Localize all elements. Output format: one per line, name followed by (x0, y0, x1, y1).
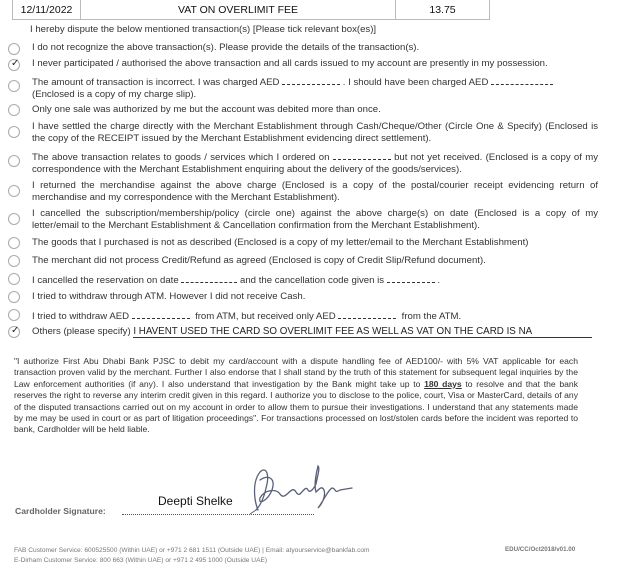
option-radio[interactable] (8, 80, 20, 92)
cancellation-code-field[interactable] (387, 273, 435, 283)
option-text (32, 150, 598, 175)
handwritten-signature (246, 460, 356, 518)
transaction-date: 12/11/2022 (13, 0, 81, 19)
withdraw-amount-field[interactable] (132, 309, 190, 319)
option-text: The merchant did not process Credit/Refund as agreed (Enclosed is copy of Credit Slip/Refund document). (32, 255, 486, 266)
option-text: Only one sale was authorized by me but the account was debited more than once. (32, 104, 381, 115)
option-text: I never participated / authorised the above transaction and all cards issued to my account are presently in my possession. (32, 58, 548, 69)
option-text: I do not recognize the above transaction(s). Please provide the details of the transaction(s). (32, 42, 420, 53)
option-radio[interactable] (8, 309, 20, 321)
legal-days: 180 days (424, 378, 462, 389)
option-text-part: from the ATM. (401, 311, 462, 322)
option-text: The goods that I purchased is not as described (Enclosed is a copy of my letter/email to the Merchant Establishment) (32, 237, 529, 248)
option-text (32, 273, 598, 287)
option-radio[interactable] (8, 291, 20, 303)
option-text (32, 75, 598, 100)
option-text (32, 309, 598, 323)
option-text: I cancelled the subscription/membership/policy (circle one) against the above charge(s) on date (Enclosed is a copy of my letter/email to the Merchant Establishment & Cancellation confirmation from the Merchant Establishment). (32, 208, 598, 231)
received-amount-field[interactable] (338, 309, 396, 319)
footer-contact (14, 546, 370, 565)
option-radio[interactable] (8, 155, 20, 167)
check-icon: ✓ (11, 58, 20, 69)
cardholder-name: Deepti Shelke (158, 494, 233, 508)
option-text-part: . I should have been charged AED (342, 77, 489, 88)
option-text-part: but not yet received. (Enclosed is a copy of my correspondence with the Merchant Establishment enquiring about the delivery of the goods/services). (32, 152, 599, 175)
check-icon: ✓ (11, 325, 20, 336)
legal-text-part1: "I authorize First Abu Dhabi Bank PJSC to debit my card/account with a dispute handling fee of AED100/- with 5% VAT applicable for each transaction proven valid by the merchant. Further I also endorse that I shall stand by the truth of this statement for subsequent legal inquiries by the Law enforcement authorities (if any). I also understand that investigation by the Bank might take up to (14, 356, 578, 389)
option-text-part: The above transaction relates to goods / services which I ordered on (32, 152, 330, 163)
option-text-part: (Enclosed is a copy of my charge slip). (32, 88, 197, 100)
should-charge-amount-field[interactable] (491, 75, 553, 85)
option-text-part: and the cancellation code given is (240, 275, 385, 286)
option-radio[interactable] (8, 43, 20, 55)
others-label: Others (please specify) (32, 326, 131, 337)
option-text (32, 326, 598, 338)
dispute-intro: I hereby dispute the below mentioned transaction(s) [Please tick relevant box(es)] (30, 24, 377, 35)
option-text: I tried to withdraw through ATM. However I did not receive Cash. (32, 291, 306, 302)
footer-line-2: E-Dirham Customer Service: 800 663 (Within UAE) or +971 2 495 1000 (Outside UAE) (14, 556, 268, 564)
transaction-description: VAT ON OVERLIMIT FEE (81, 0, 396, 19)
order-date-field[interactable] (333, 150, 391, 160)
footer-line-1: FAB Customer Service: 600525500 (Within UAE) or +971 2 681 1511 (Outside UAE) | Email: atyourservice@bankfab.com (14, 547, 370, 554)
reservation-date-field[interactable] (181, 273, 237, 283)
option-radio[interactable] (8, 273, 20, 285)
document-reference: EDU/CC/Oct2018/v01.00 (505, 546, 576, 553)
option-radio[interactable] (8, 126, 20, 138)
option-text: I have settled the charge directly with the Merchant Establishment through Cash/Cheque/Other (Circle One & Specify) (Enclosed is the copy of the RECEIPT issued by the Merchant Establishment evidencing direct settlement). (32, 121, 598, 144)
option-text-part: I cancelled the reservation on date (32, 275, 179, 286)
transaction-amount: 13.75 (429, 3, 456, 16)
option-radio[interactable] (8, 213, 20, 225)
legal-text-part2: to resolve and that the bank reserves the right to reverse any interim credit given in this regard. I authorize you to disclose to the police, court, Visa or MasterCard, details of any of the disputed transactions carried out on my account in order to allow them to pursue their investigations. I understand that any statements made by me may be used in court or as part of litigation proceedings". For transactions processed on lost/stolen cards before the incident was reported to bank, Cardholder will be held liable. (14, 378, 579, 435)
others-specify-field[interactable]: I HAVENT USED THE CARD SO OVERLIMIT FEE AS WELL AS VAT ON THE CARD IS NA (133, 326, 592, 338)
charged-amount-field[interactable] (282, 75, 340, 85)
option-text-part: The amount of transaction is incorrect. I was charged AED (32, 77, 280, 88)
option-radio-checked[interactable] (8, 59, 20, 71)
option-text-part: from ATM, but received only AED (195, 311, 336, 322)
option-radio[interactable] (8, 255, 20, 267)
option-radio[interactable] (8, 185, 20, 197)
signature-label: Cardholder Signature: (15, 506, 106, 516)
option-text-part: . (437, 275, 441, 286)
transaction-table-row (12, 0, 490, 20)
legal-declaration (14, 356, 578, 436)
option-radio-checked[interactable] (8, 326, 20, 338)
option-text: I returned the merchandise against the above charge (Enclosed is a copy of the postal/courier receipt evidencing return of merchandise and my correspondence with the Merchant Establishment). (32, 180, 598, 203)
option-radio[interactable] (8, 104, 20, 116)
option-radio[interactable] (8, 237, 20, 249)
option-text-part: I tried to withdraw AED (32, 311, 130, 322)
